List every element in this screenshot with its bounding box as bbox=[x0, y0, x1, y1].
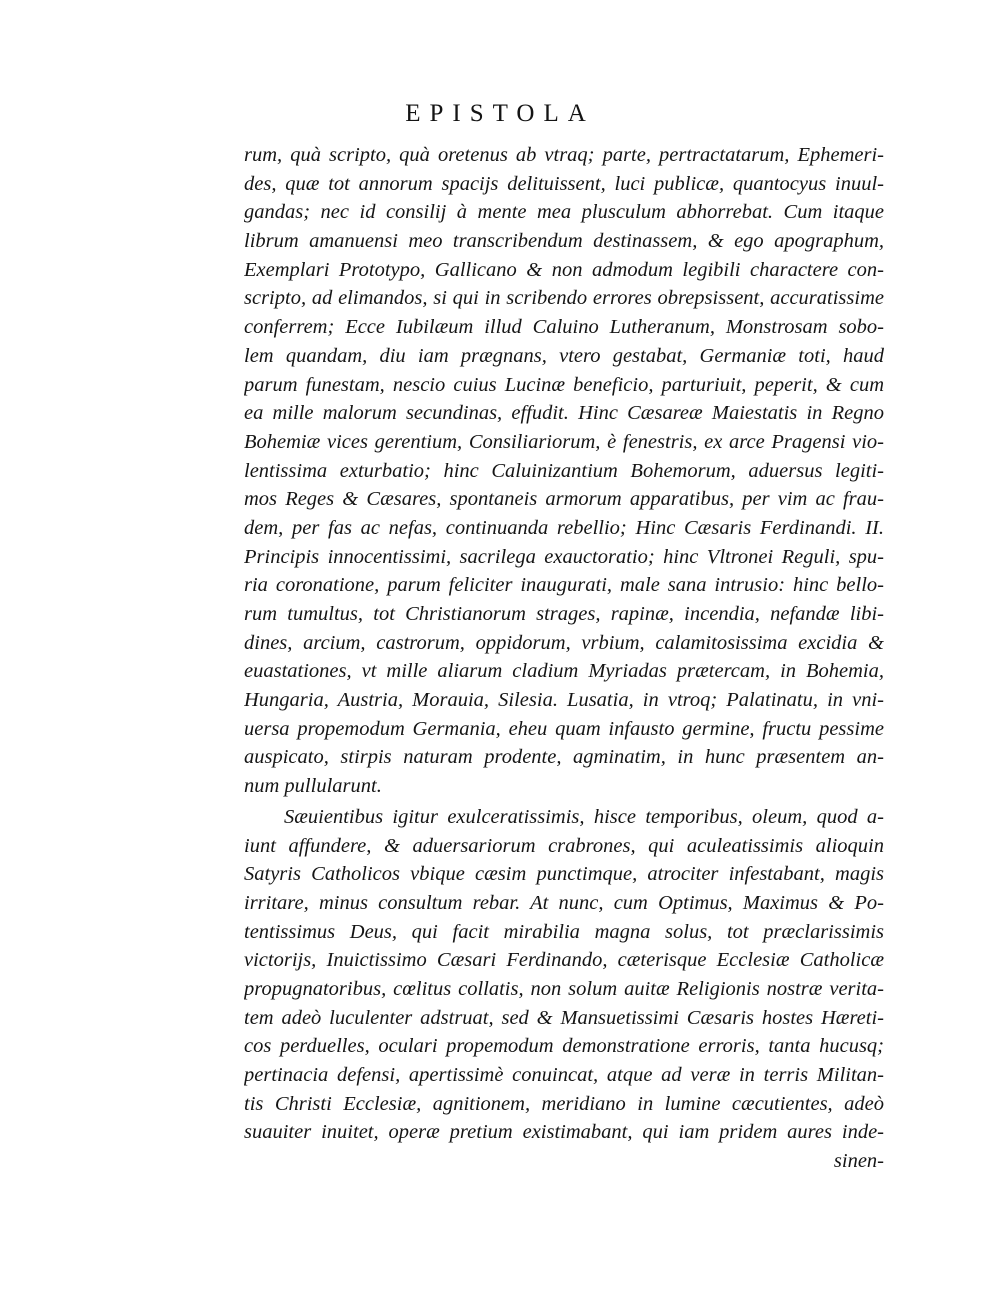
text-line: lem quandam, diu iam prægnans, vtero gestabat, Germaniæ toti, haud bbox=[244, 344, 884, 367]
text-line: des, quæ tot annorum spacijs delituissent, luci publicæ, quantocyus inuul- bbox=[244, 172, 884, 195]
text-line: Satyris Catholicos vbique cæsim punctimque, atrociter infestabant, magis bbox=[244, 863, 884, 886]
text-line: librum amanuensi meo transcribendum destinassem, & ego apographum, bbox=[244, 230, 884, 253]
text-line: suauiter inuitet, operæ pretium existimabant, qui iam pridem aures inde- bbox=[244, 1121, 884, 1144]
text-line: tentissimus Deus, qui facit mirabilia magna solus, tot præclarissimis bbox=[244, 920, 884, 943]
text-line: dem, per fas ac nefas, continuanda rebellio; Hinc Cæsaris Ferdinandi. II. bbox=[244, 516, 884, 539]
text-line: uersa propemodum Germania, eheu quam infausto germine, fructu pessime bbox=[244, 717, 884, 740]
text-line: parum funestam, nescio cuius Lucinæ beneficio, parturiuit, peperit, & cum bbox=[244, 373, 884, 396]
text-line: scripto, ad elimandos, si qui in scribendo errores obrepsissent, accuratissime bbox=[244, 287, 884, 310]
text-line: gandas; nec id consilij à mente mea plusculum abhorrebat. Cum itaque bbox=[244, 201, 884, 224]
text-line: ria coronatione, parum feliciter inaugurati, male sana intrusio: hinc bello- bbox=[244, 574, 884, 597]
text-line: Bohemiæ vices gerentium, Consiliariorum, è fenestris, ex arce Pragensi vio- bbox=[244, 430, 884, 453]
text-line: Principis innocentissimi, sacrilega exauctoratio; hinc Vltronei Reguli, spu- bbox=[244, 545, 884, 568]
text-line: victorijs, Inuictissimo Cæsari Ferdinando, cæterisque Ecclesiæ Catholicæ bbox=[244, 949, 884, 972]
text-line: euastationes, vt mille aliarum cladium Myriadas prætercam, in Bohemia, bbox=[244, 660, 884, 683]
text-line: tis Christi Ecclesiæ, agnitionem, meridiano in lumine cæcutientes, adeò bbox=[244, 1092, 884, 1115]
text-line: irritare, minus consultum rebar. At nunc, cum Optimus, Maximus & Po- bbox=[244, 891, 884, 914]
text-line: iunt affundere, & aduersariorum crabrones, qui aculeatissimis alioquin bbox=[244, 834, 884, 857]
text-line: Exemplari Prototypo, Gallicano & non admodum legibili charactere con- bbox=[244, 258, 884, 281]
text-line: ea mille malorum secundinas, effudit. Hinc Cæsareæ Maiestatis in Regno bbox=[244, 402, 884, 425]
catchword: sinen- bbox=[833, 1150, 884, 1173]
paragraph-start-line: Sæuientibus igitur exulceratissimis, hisce temporibus, oleum, quod a- bbox=[284, 805, 884, 828]
text-line: Hungaria, Austria, Morauia, Silesia. Lusatia, in vtroq; Palatinatu, in vni- bbox=[244, 689, 884, 712]
text-line: mos Reges & Cæsares, spontaneis armorum apparatibus, per vim ac frau- bbox=[244, 488, 884, 511]
running-head: EPISTOLA bbox=[405, 100, 595, 127]
text-line: rum tumultus, tot Christianorum strages, rapinæ, incendia, nefandæ libi- bbox=[244, 603, 884, 625]
text-line: tem adeò luculenter adstruat, sed & Mansuetissimi Cæsaris hostes Hæreti- bbox=[244, 1006, 884, 1029]
text-block bbox=[244, 141, 884, 1176]
text-line: cos perduelles, oculari propemodum demonstratione erroris, tanta hucusq; bbox=[244, 1035, 884, 1058]
text-line: auspicato, stirpis naturam prodente, agminatim, in hunc præsentem an- bbox=[244, 746, 884, 769]
text-line: lentissima exturbatio; hinc Caluinizantium Bohemorum, aduersus legiti- bbox=[244, 459, 884, 482]
paragraph-end-line: num pullularunt. bbox=[244, 775, 382, 798]
text-line: rum, quà scripto, quà oretenus ab vtraq; parte, pertractatarum, Ephemeri- bbox=[244, 144, 884, 166]
text-line: pertinacia defensi, apertissimè conuincat, atque ad veræ in terris Militan- bbox=[244, 1064, 884, 1086]
text-line: conferrem; Ecce Iubilæum illud Caluino Lutheranum, Monstrosam sobo- bbox=[244, 316, 884, 339]
text-line: propugnatoribus, cœlitus collatis, non solum auitæ Religionis nostræ verita- bbox=[244, 977, 884, 1000]
text-line: dines, arcium, castrorum, oppidorum, vrbium, calamitosissima excidia & bbox=[244, 631, 884, 654]
